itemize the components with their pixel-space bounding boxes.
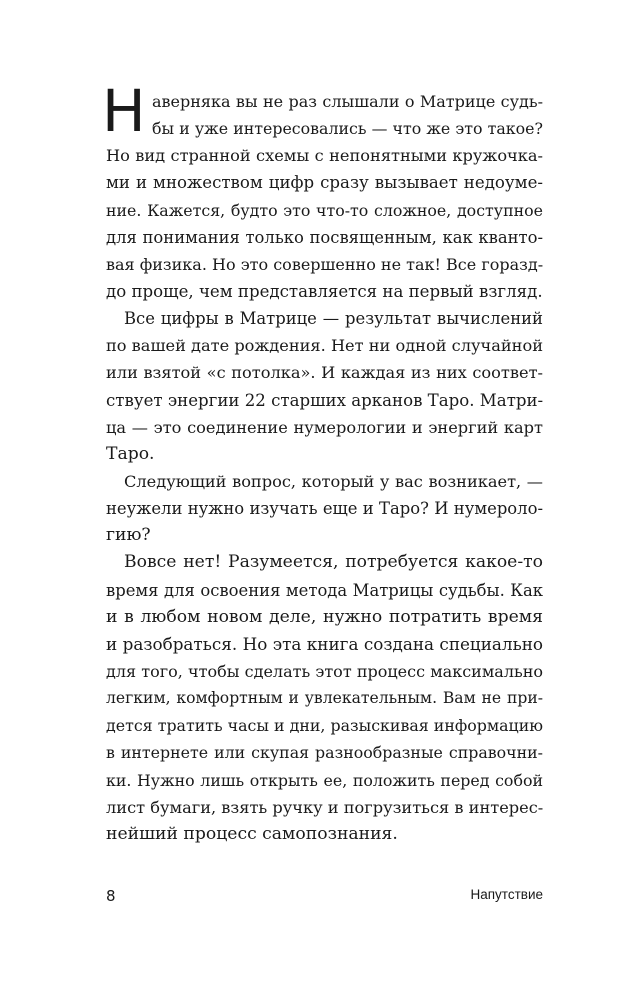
text-line: ствует энергии 22 старших арканов Таро. Матри- (106, 390, 544, 410)
text-line: до проще, чем представляется на первый взгляд. (106, 281, 543, 301)
text-line: бы и уже интересовались — что же это такое? (152, 119, 543, 139)
text-line: ца — это соединение нумерологии и энергий карт (106, 417, 543, 437)
text-line: легким, комфортным и увлекательным. Вам не при- (106, 689, 543, 708)
text-line: ки. Нужно лишь открыть ее, положить перед собой (106, 770, 543, 790)
drop-cap: Н (102, 77, 146, 145)
text-line: ми и множеством цифр сразу вызывает недоуме- (106, 173, 543, 193)
text-line: вая физика. Но это совершенно не так! Все горазд- (106, 254, 544, 274)
text-line: ние. Кажется, будто это что-то сложное, доступное (106, 200, 543, 220)
text-line: Но вид странной схемы с непонятными кружочка- (106, 146, 543, 166)
text-line: и разобраться. Но эта книга создана специально (106, 633, 543, 654)
text-line: в интернете или скупая разнообразные справочни- (106, 743, 543, 763)
text-line: гию? (106, 525, 151, 546)
paragraph (106, 549, 543, 848)
text-line: аверняка вы не раз слышали о Матрице судь- (152, 92, 543, 111)
text-line: неужели нужно изучать еще и Таро? И нумероло- (106, 499, 543, 519)
text-line: Следующий вопрос, который у вас возникает, — (124, 471, 543, 491)
paragraph (106, 88, 543, 305)
text-line: время для освоения метода Матрицы судьбы. Как (106, 580, 543, 600)
text-line: Таро. (106, 443, 155, 464)
paragraph (106, 305, 543, 468)
text-line: или взятой «с потолка». И каждая из них соответ- (106, 363, 543, 383)
paragraph (106, 468, 543, 549)
text-line: лист бумаги, взять ручку и погрузиться в интерес- (106, 797, 544, 817)
text-line: Все цифры в Матрице — результат вычислений (124, 309, 543, 329)
text-line: Вовсе нет! Разумеется, потребуется какое-то (124, 552, 543, 573)
text-line: дется тратить часы и дни, разыскивая информацию (106, 716, 543, 736)
text-line: нейший процесс самопознания. (106, 823, 398, 844)
text-line: для того, чтобы сделать этот процесс максимально (106, 661, 543, 681)
body-text (106, 88, 543, 848)
text-line: по вашей дате рождения. Нет ни одной случайной (106, 336, 543, 356)
text-line: и в любом новом деле, нужно потратить время (106, 606, 543, 627)
page-number: 8 (106, 887, 116, 905)
text-line: для понимания только посвященным, как кванто- (106, 227, 543, 247)
running-head: Напутствие (470, 887, 543, 902)
